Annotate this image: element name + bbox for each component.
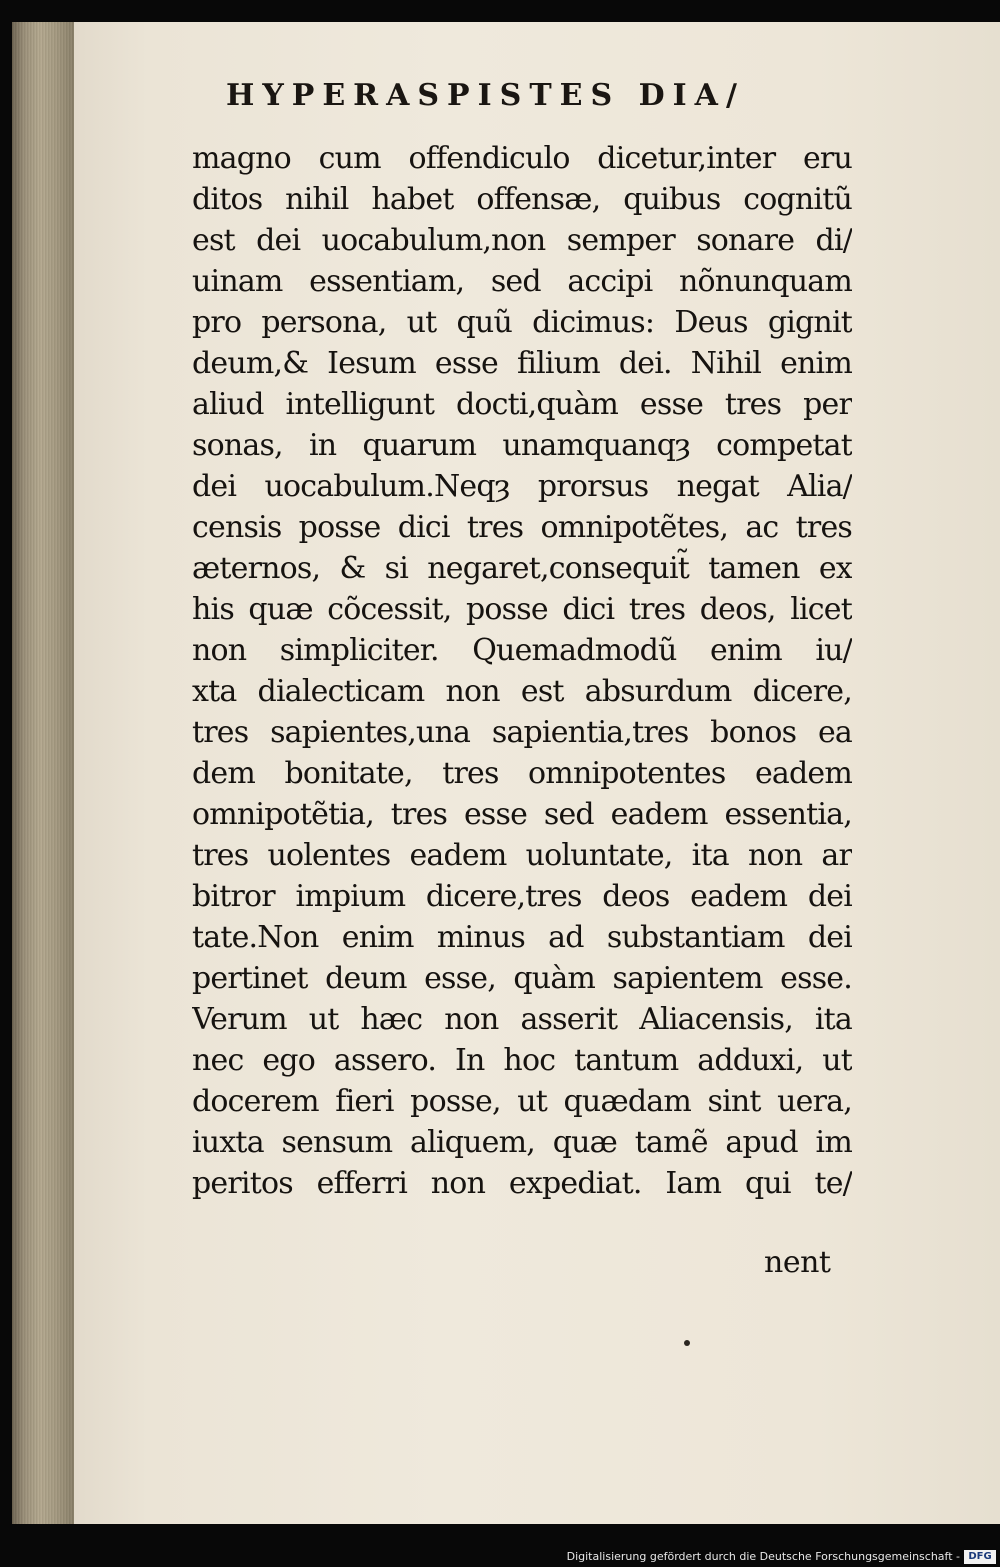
text-line: deum,& Iesum esse filium dei. Nihil enim: [192, 346, 852, 381]
text-line: aliud intelligunt docti,quàm esse tres per: [192, 387, 852, 422]
text-line: peritos efferri non expediat. Iam qui te/: [192, 1166, 852, 1201]
dfg-logo: DFG: [964, 1550, 996, 1564]
text-line: censis posse dici tres omnipotẽtes, ac tres: [192, 510, 852, 545]
text-line: omnipotẽtia, tres esse sed eadem essentia,: [192, 797, 852, 832]
text-line: Verum ut hæc non asserit Aliacensis, ita: [192, 1002, 852, 1037]
ink-speck: [684, 1340, 690, 1346]
text-line: docerem fieri posse, ut quædam sint uera,: [192, 1084, 852, 1119]
text-line: pertinet deum esse, quàm sapientem esse.: [192, 961, 852, 996]
text-line: tate.Non enim minus ad substantiam dei: [192, 920, 852, 955]
text-line: xta dialecticam non est absurdum dicere,: [192, 674, 852, 709]
text-line: iuxta sensum aliquem, quæ tamẽ apud im: [192, 1125, 852, 1160]
text-line: pro persona, ut quũ dicimus: Deus gignit: [192, 305, 852, 340]
text-line: tres uolentes eadem uoluntate, ita non ar: [192, 838, 852, 873]
text-line: sonas, in quarum unamquanqȝ competat: [192, 428, 852, 463]
text-line: non simpliciter. Quemadmodũ enim iu/: [192, 633, 852, 668]
text-line: est dei uocabulum,non semper sonare di/: [192, 223, 852, 258]
text-line: dem bonitate, tres omnipotentes eadem: [192, 756, 852, 791]
text-line: tres sapientes,una sapientia,tres bonos ea: [192, 715, 852, 750]
running-head: HYPERASPISTES DIA/: [226, 78, 745, 113]
text-line: nec ego assero. In hoc tantum adduxi, ut: [192, 1043, 852, 1078]
book-page-edges: [12, 22, 76, 1524]
catchword: nent: [764, 1245, 831, 1280]
digitization-credit: Digitalisierung gefördert durch die Deutsche Forschungsgemeinschaft -: [566, 1550, 960, 1563]
text-line: magno cum offendiculo dicetur,inter eru: [192, 141, 852, 176]
text-line: his quæ cõcessit, posse dici tres deos, licet: [192, 592, 852, 627]
text-line: dei uocabulum.Neqȝ prorsus negat Alia/: [192, 469, 852, 504]
text-line: æternos, & si negaret,consequit̃ tamen ex: [192, 551, 852, 586]
text-line: uinam essentiam, sed accipi nõnunquam: [192, 264, 852, 299]
text-block: [192, 138, 852, 1204]
text-line: ditos nihil habet offensæ, quibus cognitũ: [192, 182, 852, 217]
text-line: bitror impium dicere,tres deos eadem dei: [192, 879, 852, 914]
